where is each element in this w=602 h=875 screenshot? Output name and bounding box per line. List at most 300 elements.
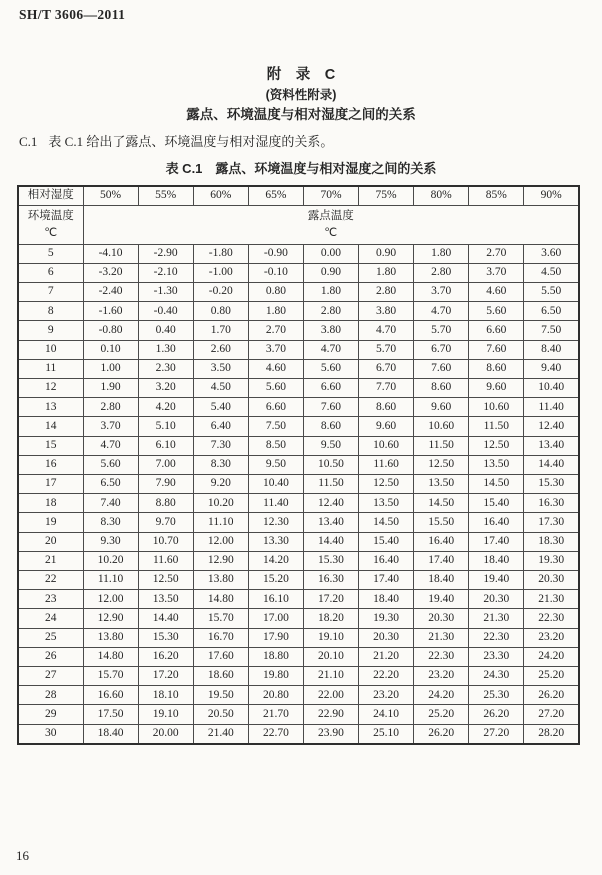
appendix-title: 附 录 C <box>266 67 336 83</box>
table-row <box>18 282 579 301</box>
dew-point-cell: 12.50 <box>138 570 193 589</box>
ambient-temp-cell: 5 <box>18 244 83 263</box>
ambient-temp-cell: 14 <box>18 417 83 436</box>
dew-point-cell: 14.80 <box>193 590 248 609</box>
dew-point-cell: 22.30 <box>469 628 524 647</box>
dew-point-cell: 5.40 <box>193 398 248 417</box>
dew-point-cell: 20.30 <box>359 628 414 647</box>
dew-point-cell: 20.00 <box>138 724 193 744</box>
dew-point-cell: 7.50 <box>248 417 303 436</box>
dew-point-cell: 18.20 <box>303 609 358 628</box>
dew-point-cell: 10.50 <box>303 455 358 474</box>
table-row <box>18 628 579 647</box>
dew-point-cell: 26.20 <box>469 705 524 724</box>
dew-point-cell: 15.30 <box>138 628 193 647</box>
ambient-temp-cell: 10 <box>18 340 83 359</box>
dew-point-cell: 18.40 <box>83 724 138 744</box>
humidity-col-header: 55% <box>138 186 193 205</box>
dew-point-cell: 5.60 <box>303 359 358 378</box>
dew-point-cell: 7.60 <box>414 359 469 378</box>
humidity-col-header: 50% <box>83 186 138 205</box>
dew-point-cell: 20.30 <box>414 609 469 628</box>
dew-point-cell: 12.50 <box>359 474 414 493</box>
ambient-temp-cell: 29 <box>18 705 83 724</box>
dew-point-cell: 23.20 <box>524 628 579 647</box>
dew-point-cell: 19.10 <box>138 705 193 724</box>
dew-point-cell: 19.30 <box>359 609 414 628</box>
dew-point-cell: 12.90 <box>83 609 138 628</box>
dew-point-cell: 3.70 <box>469 263 524 282</box>
table-row <box>18 724 579 744</box>
dew-point-cell: 21.40 <box>193 724 248 744</box>
table-row <box>18 302 579 321</box>
dew-point-cell: 13.50 <box>469 455 524 474</box>
ambient-temp-cell: 7 <box>18 282 83 301</box>
ambient-temp-cell: 20 <box>18 532 83 551</box>
dew-point-cell: 14.40 <box>524 455 579 474</box>
ambient-temp-cell: 26 <box>18 647 83 666</box>
table-caption <box>0 158 602 177</box>
dew-point-cell: 21.20 <box>359 647 414 666</box>
dew-point-cell: 20.30 <box>469 590 524 609</box>
dew-point-cell: 10.60 <box>359 436 414 455</box>
dew-point-cell: 6.60 <box>248 398 303 417</box>
dew-point-cell: 12.00 <box>193 532 248 551</box>
dew-point-cell: -1.60 <box>83 302 138 321</box>
dew-point-cell: 2.60 <box>193 340 248 359</box>
dew-point-cell: 11.50 <box>414 436 469 455</box>
dew-point-cell: 10.40 <box>524 378 579 397</box>
dew-point-cell: 8.30 <box>193 455 248 474</box>
dew-point-cell: 5.60 <box>248 378 303 397</box>
dew-point-cell: 9.50 <box>248 455 303 474</box>
dew-point-cell: 13.80 <box>193 570 248 589</box>
dew-point-cell: 10.60 <box>469 398 524 417</box>
dew-point-cell: 12.50 <box>469 436 524 455</box>
dew-point-cell: 7.50 <box>524 321 579 340</box>
dew-point-cell: 24.10 <box>359 705 414 724</box>
dew-point-cell: 8.60 <box>469 359 524 378</box>
dew-point-cell: -0.20 <box>193 282 248 301</box>
dew-point-cell: 0.00 <box>303 244 358 263</box>
dew-point-cell: 19.40 <box>469 570 524 589</box>
dew-point-cell: 22.70 <box>248 724 303 744</box>
dew-point-cell: 9.70 <box>138 513 193 532</box>
dew-point-cell: 15.20 <box>248 570 303 589</box>
dew-point-cell: 2.80 <box>83 398 138 417</box>
ambient-temp-cell: 8 <box>18 302 83 321</box>
table-caption-label: 表 C.1 <box>165 161 203 176</box>
ambient-temp-label: 环境温度 <box>27 209 74 222</box>
table-row <box>18 321 579 340</box>
dew-point-cell: 15.70 <box>193 609 248 628</box>
dew-point-cell: 7.40 <box>83 494 138 513</box>
dew-point-cell: 26.20 <box>414 724 469 744</box>
ambient-temp-cell: 11 <box>18 359 83 378</box>
dew-point-cell: 7.30 <box>193 436 248 455</box>
dew-point-cell: 6.60 <box>469 321 524 340</box>
dew-point-cell: 21.70 <box>248 705 303 724</box>
table-row <box>18 647 579 666</box>
dew-point-cell: 14.50 <box>469 474 524 493</box>
table-row <box>18 340 579 359</box>
dew-point-cell: 0.90 <box>359 244 414 263</box>
dew-point-cell: 15.30 <box>303 551 358 570</box>
dew-point-cell: 15.50 <box>414 513 469 532</box>
table-row <box>18 263 579 282</box>
dew-point-cell: 17.20 <box>303 590 358 609</box>
dew-point-cell: 1.00 <box>83 359 138 378</box>
dew-point-cell: 13.40 <box>303 513 358 532</box>
dew-point-cell: 16.20 <box>138 647 193 666</box>
dew-point-cell: 1.80 <box>359 263 414 282</box>
dew-point-cell: 21.30 <box>469 609 524 628</box>
dew-point-cell: 9.40 <box>524 359 579 378</box>
dew-point-cell: 21.30 <box>524 590 579 609</box>
dew-point-cell: 15.40 <box>359 532 414 551</box>
clause-number: C.1 <box>19 134 38 149</box>
dew-point-cell: 16.10 <box>248 590 303 609</box>
dew-point-cell: 23.20 <box>359 686 414 705</box>
ambient-temp-cell: 21 <box>18 551 83 570</box>
table-row <box>18 609 579 628</box>
dew-point-cell: 16.60 <box>83 686 138 705</box>
dew-point-cell: 13.80 <box>83 628 138 647</box>
dew-point-cell: 27.20 <box>524 705 579 724</box>
table-body <box>18 244 579 744</box>
dew-point-cell: 10.40 <box>248 474 303 493</box>
dew-point-cell: 1.80 <box>248 302 303 321</box>
dew-point-cell: 18.60 <box>193 666 248 685</box>
ambient-temp-cell: 15 <box>18 436 83 455</box>
dew-point-cell: 6.70 <box>359 359 414 378</box>
dew-point-cell: 7.70 <box>359 378 414 397</box>
ambient-temp-header <box>18 205 83 244</box>
humidity-col-header: 70% <box>303 186 358 205</box>
dew-point-cell: 16.70 <box>193 628 248 647</box>
ambient-temp-cell: 19 <box>18 513 83 532</box>
dew-point-cell: 10.70 <box>138 532 193 551</box>
dew-point-cell: 4.60 <box>248 359 303 378</box>
dew-point-cell: 2.30 <box>138 359 193 378</box>
dew-point-cell: 12.00 <box>83 590 138 609</box>
dew-point-cell: 5.60 <box>469 302 524 321</box>
dew-point-header <box>83 205 579 244</box>
dew-point-cell: 9.60 <box>469 378 524 397</box>
dew-point-cell: 9.60 <box>414 398 469 417</box>
dew-point-cell: 3.50 <box>193 359 248 378</box>
dew-point-cell: -2.40 <box>83 282 138 301</box>
dew-point-cell: 5.70 <box>414 321 469 340</box>
dew-point-cell: 0.40 <box>138 321 193 340</box>
table-row <box>18 570 579 589</box>
dew-point-cell: -1.00 <box>193 263 248 282</box>
dew-point-cell: -0.10 <box>248 263 303 282</box>
dew-point-cell: 11.40 <box>248 494 303 513</box>
dew-point-cell: 8.60 <box>303 417 358 436</box>
dew-point-cell: 23.90 <box>303 724 358 744</box>
ambient-temp-cell: 28 <box>18 686 83 705</box>
dew-point-cell: 6.60 <box>303 378 358 397</box>
dew-point-cell: -0.90 <box>248 244 303 263</box>
dew-point-cell: 1.90 <box>83 378 138 397</box>
dew-point-cell: 5.60 <box>83 455 138 474</box>
dew-point-cell: 7.60 <box>303 398 358 417</box>
dew-point-cell: 15.40 <box>469 494 524 513</box>
dew-point-cell: 13.50 <box>359 494 414 513</box>
dew-point-cell: 17.60 <box>193 647 248 666</box>
table-row <box>18 513 579 532</box>
table-row <box>18 686 579 705</box>
dew-point-cell: 14.50 <box>414 494 469 513</box>
dew-point-cell: 20.80 <box>248 686 303 705</box>
table-row <box>18 532 579 551</box>
dew-point-cell: 24.20 <box>414 686 469 705</box>
intro-paragraph <box>19 131 333 150</box>
dew-point-cell: -0.40 <box>138 302 193 321</box>
dew-point-cell: 8.40 <box>524 340 579 359</box>
dew-point-cell: 8.80 <box>138 494 193 513</box>
dew-point-cell: 21.10 <box>303 666 358 685</box>
dew-point-cell: 12.50 <box>414 455 469 474</box>
dew-point-cell: 0.90 <box>303 263 358 282</box>
dew-point-cell: 18.40 <box>469 551 524 570</box>
dew-point-cell: 3.60 <box>524 244 579 263</box>
dew-point-cell: 11.40 <box>524 398 579 417</box>
table-row <box>18 455 579 474</box>
ambient-temp-cell: 12 <box>18 378 83 397</box>
dew-point-cell: 5.50 <box>524 282 579 301</box>
dew-point-cell: 22.00 <box>303 686 358 705</box>
dew-point-cell: 11.10 <box>83 570 138 589</box>
dew-point-cell: -1.30 <box>138 282 193 301</box>
dew-point-cell: 16.30 <box>524 494 579 513</box>
dew-point-cell: 20.50 <box>193 705 248 724</box>
dew-point-cell: 8.60 <box>414 378 469 397</box>
dew-point-cell: 17.40 <box>469 532 524 551</box>
dew-point-cell: -3.20 <box>83 263 138 282</box>
dew-point-cell: 2.70 <box>469 244 524 263</box>
dew-point-cell: 4.60 <box>469 282 524 301</box>
dew-point-cell: 0.80 <box>193 302 248 321</box>
dew-point-cell: 15.30 <box>524 474 579 493</box>
humidity-header-label: 相对湿度 <box>18 186 83 205</box>
dew-point-cell: 19.30 <box>524 551 579 570</box>
dew-point-cell: 0.10 <box>83 340 138 359</box>
dew-point-cell: 18.30 <box>524 532 579 551</box>
dew-point-cell: 19.10 <box>303 628 358 647</box>
dew-point-cell: 25.30 <box>469 686 524 705</box>
dew-point-cell: 25.20 <box>524 666 579 685</box>
dew-point-cell: 6.10 <box>138 436 193 455</box>
dew-point-cell: 12.40 <box>303 494 358 513</box>
dew-point-cell: 24.30 <box>469 666 524 685</box>
table-row <box>18 705 579 724</box>
ambient-temp-cell: 30 <box>18 724 83 744</box>
dew-point-cell: 3.80 <box>303 321 358 340</box>
dew-point-cell: -2.10 <box>138 263 193 282</box>
table-row <box>18 436 579 455</box>
dew-point-cell: 9.30 <box>83 532 138 551</box>
table-row <box>18 551 579 570</box>
table-row <box>18 590 579 609</box>
dew-point-cell: 18.80 <box>248 647 303 666</box>
dew-point-cell: 4.70 <box>83 436 138 455</box>
dew-point-cell: 9.50 <box>303 436 358 455</box>
dew-point-cell: 14.40 <box>138 609 193 628</box>
dew-point-cell: 16.40 <box>414 532 469 551</box>
dew-point-cell: 27.20 <box>469 724 524 744</box>
dew-point-cell: 17.40 <box>359 570 414 589</box>
page-number: 16 <box>16 848 29 863</box>
dew-point-cell: 4.70 <box>414 302 469 321</box>
dew-point-cell: 6.70 <box>414 340 469 359</box>
dew-point-cell: 25.10 <box>359 724 414 744</box>
dew-point-cell: 12.30 <box>248 513 303 532</box>
dew-point-cell: 4.50 <box>193 378 248 397</box>
dew-point-cell: 22.30 <box>414 647 469 666</box>
dew-point-cell: 22.30 <box>524 609 579 628</box>
dew-point-cell: 9.20 <box>193 474 248 493</box>
humidity-col-header: 65% <box>248 186 303 205</box>
dew-point-cell: 11.50 <box>303 474 358 493</box>
dew-point-cell: 11.10 <box>193 513 248 532</box>
humidity-col-header: 90% <box>524 186 579 205</box>
dew-point-cell: 8.60 <box>359 398 414 417</box>
dew-point-cell: -4.10 <box>83 244 138 263</box>
humidity-col-header: 80% <box>414 186 469 205</box>
dew-point-cell: 12.40 <box>524 417 579 436</box>
dew-point-cell: 10.60 <box>414 417 469 436</box>
dew-point-cell: 23.20 <box>414 666 469 685</box>
dew-point-cell: 10.20 <box>83 551 138 570</box>
dew-point-cell: 12.90 <box>193 551 248 570</box>
dew-point-cell: 2.70 <box>248 321 303 340</box>
table-row <box>18 417 579 436</box>
dew-point-cell: 18.10 <box>138 686 193 705</box>
dew-point-cell: 9.60 <box>359 417 414 436</box>
dew-point-cell: 7.90 <box>138 474 193 493</box>
dew-point-cell: 17.00 <box>248 609 303 628</box>
dew-point-cell: 24.20 <box>524 647 579 666</box>
dew-point-cell: 18.40 <box>359 590 414 609</box>
dew-point-cell: 3.80 <box>359 302 414 321</box>
dew-point-cell: 2.80 <box>303 302 358 321</box>
dew-point-cell: 13.50 <box>414 474 469 493</box>
humidity-col-header: 75% <box>359 186 414 205</box>
dew-point-cell: 4.20 <box>138 398 193 417</box>
dew-point-cell: 22.20 <box>359 666 414 685</box>
table-row <box>18 359 579 378</box>
dew-point-cell: 2.80 <box>359 282 414 301</box>
dew-point-cell: 14.40 <box>303 532 358 551</box>
dew-point-cell: 19.40 <box>414 590 469 609</box>
ambient-temp-cell: 17 <box>18 474 83 493</box>
dew-point-cell: 17.20 <box>138 666 193 685</box>
dew-point-cell: 4.70 <box>359 321 414 340</box>
dew-point-cell: 5.70 <box>359 340 414 359</box>
dew-point-cell: 16.30 <box>303 570 358 589</box>
dew-point-cell: 10.20 <box>193 494 248 513</box>
dew-point-cell: 3.20 <box>138 378 193 397</box>
dew-point-cell: 3.70 <box>414 282 469 301</box>
table-row <box>18 398 579 417</box>
ambient-temp-cell: 25 <box>18 628 83 647</box>
dew-point-cell: 2.80 <box>414 263 469 282</box>
dew-point-header-row <box>18 205 579 244</box>
dew-point-cell: 26.20 <box>524 686 579 705</box>
appendix-subtitle: (资料性附录) <box>265 88 337 102</box>
dew-point-cell: 11.60 <box>138 551 193 570</box>
dew-point-cell: 11.60 <box>359 455 414 474</box>
dew-point-label: 露点温度 <box>307 209 354 222</box>
dew-point-cell: -2.90 <box>138 244 193 263</box>
dew-point-cell: 17.50 <box>83 705 138 724</box>
dew-point-cell: 18.40 <box>414 570 469 589</box>
dew-point-cell: 3.70 <box>83 417 138 436</box>
dew-point-cell: 13.40 <box>524 436 579 455</box>
ambient-temp-unit: ℃ <box>44 226 58 239</box>
dew-point-cell: -1.80 <box>193 244 248 263</box>
dew-point-cell: 1.80 <box>414 244 469 263</box>
dew-point-cell: 20.10 <box>303 647 358 666</box>
dew-point-cell: 14.80 <box>83 647 138 666</box>
dew-point-cell: 15.70 <box>83 666 138 685</box>
clause-text: 表 C.1 给出了露点、环境温度与相对湿度的关系。 <box>48 134 334 149</box>
dew-point-cell: 7.00 <box>138 455 193 474</box>
table-row <box>18 666 579 685</box>
ambient-temp-cell: 9 <box>18 321 83 340</box>
dew-point-cell: 6.40 <box>193 417 248 436</box>
dew-point-cell: 14.50 <box>359 513 414 532</box>
dew-point-cell: 1.30 <box>138 340 193 359</box>
dew-point-cell: 19.80 <box>248 666 303 685</box>
dew-point-cell: 1.80 <box>303 282 358 301</box>
ambient-temp-cell: 27 <box>18 666 83 685</box>
appendix-heading: 露点、环境温度与相对湿度之间的关系 <box>186 107 416 122</box>
dew-point-cell: 1.70 <box>193 321 248 340</box>
dew-point-cell: 13.50 <box>138 590 193 609</box>
dew-point-cell: 8.30 <box>83 513 138 532</box>
dew-point-cell: 22.90 <box>303 705 358 724</box>
dew-point-cell: 16.40 <box>469 513 524 532</box>
ambient-temp-cell: 23 <box>18 590 83 609</box>
dew-point-cell: 4.70 <box>303 340 358 359</box>
ambient-temp-cell: 18 <box>18 494 83 513</box>
dew-point-cell: 17.30 <box>524 513 579 532</box>
dew-point-cell: 11.50 <box>469 417 524 436</box>
ambient-temp-cell: 24 <box>18 609 83 628</box>
dew-point-cell: 8.50 <box>248 436 303 455</box>
doc-number: SH/T 3606—2011 <box>19 7 126 22</box>
table-row <box>18 474 579 493</box>
dew-point-cell: 17.40 <box>414 551 469 570</box>
dew-point-cell: 13.30 <box>248 532 303 551</box>
dew-point-cell: 16.40 <box>359 551 414 570</box>
humidity-header-row <box>18 186 579 205</box>
table-row <box>18 494 579 513</box>
table-row <box>18 244 579 263</box>
dew-point-cell: 23.30 <box>469 647 524 666</box>
table-caption-text: 露点、环境温度与相对湿度之间的关系 <box>215 161 437 176</box>
ambient-temp-cell: 22 <box>18 570 83 589</box>
dew-point-cell: 14.20 <box>248 551 303 570</box>
ambient-temp-cell: 13 <box>18 398 83 417</box>
ambient-temp-cell: 16 <box>18 455 83 474</box>
dew-point-cell: 6.50 <box>83 474 138 493</box>
dew-point-cell: 5.10 <box>138 417 193 436</box>
dew-point-cell: 28.20 <box>524 724 579 744</box>
